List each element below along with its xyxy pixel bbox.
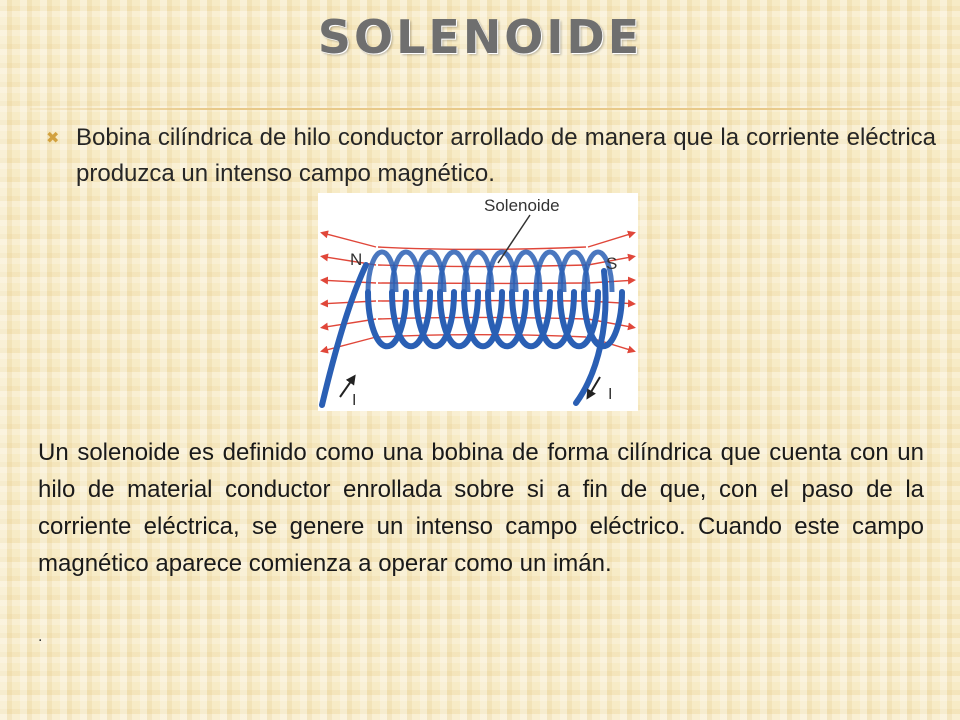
field-line-inner: [378, 335, 586, 337]
field-arrow-north: [322, 337, 376, 351]
paragraph-rest: es definido como una bobina de forma cilíndrica que cuenta con un hilo de material conductor enrollada sobre si a fin de que, con el paso de la corriente eléctrica, se genere un intenso campo eléctrico. Cuando este campo magnético aparece comienza a operar como un imán.: [38, 439, 924, 577]
solenoid-diagram-svg: [318, 193, 638, 411]
coil-back-turns: [368, 252, 612, 292]
bullet-x-icon: ✖: [46, 130, 60, 147]
current-label-left: I: [352, 392, 357, 409]
field-arrow-north: [322, 233, 376, 247]
south-label: S: [606, 254, 618, 273]
coil-lead-left: [322, 265, 366, 405]
field-arrow-south: [588, 233, 634, 247]
trailing-dot: .: [38, 628, 43, 645]
paragraph-keyword: solenoide: [77, 439, 181, 466]
solenoid-diagram: [318, 193, 638, 411]
title-divider: [30, 108, 950, 110]
current-label-right: I: [608, 386, 613, 403]
field-line-inner: [378, 318, 586, 319]
solenoide-label: Solenoide: [484, 196, 560, 215]
bullet-item: [46, 120, 936, 192]
bullet-text: Bobina cilíndrica de hilo conductor arrollado de manera que la corriente eléctrica produzca un intenso campo magnético.: [76, 124, 936, 187]
north-label: N: [350, 250, 363, 269]
body-paragraph: [38, 434, 924, 582]
slide-title: SOLENOIDE: [317, 10, 643, 64]
field-line-inner: [378, 247, 586, 249]
paragraph-intro: Un: [38, 439, 78, 466]
field-line-inner: [378, 265, 586, 266]
label-pointer-line: [498, 215, 530, 263]
